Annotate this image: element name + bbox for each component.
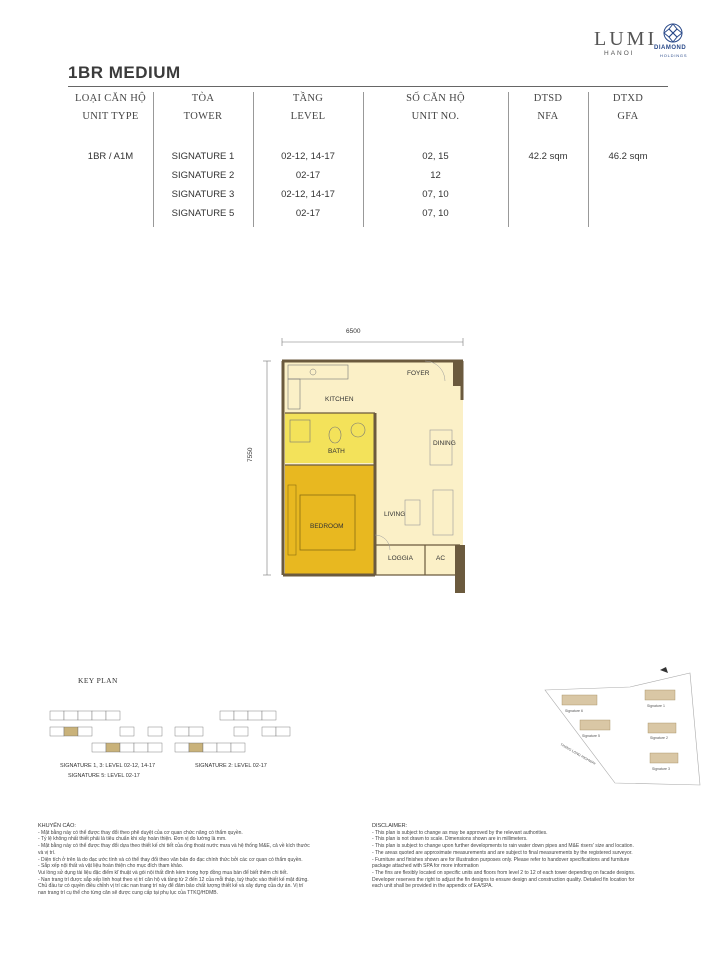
- width-dimension: 6500: [346, 328, 361, 335]
- header-nfa: DTSD NFA: [533, 93, 563, 122]
- room-label-ac: AC: [436, 555, 446, 562]
- level-cell: 02-17: [295, 208, 321, 219]
- diamond-logo-text: DIAMOND: [654, 45, 687, 51]
- tower-cell: SIGNATURE 1: [171, 151, 235, 162]
- holdings-logo-text: HOLDINGS: [660, 53, 688, 58]
- keyplan-diagram-2: [170, 708, 295, 758]
- keyplan-caption-sig5: SIGNATURE 5: LEVEL 02-17: [68, 773, 140, 779]
- height-dimension: 7550: [247, 447, 254, 462]
- header-gfa: DTXD GFA: [612, 93, 644, 122]
- header-unit-no: SỐ CĂN HỘ UNIT NO.: [406, 93, 465, 122]
- unit-no-cell: 07, 10: [422, 189, 449, 200]
- diamond-logo-icon: [662, 22, 684, 44]
- level-cell: 02-12, 14-17: [281, 189, 335, 200]
- site-label: Signature 3: [652, 767, 670, 771]
- page-title: 1BR MEDIUM: [68, 63, 181, 82]
- disclaimer-vietnamese: KHUYẾN CÁO: - Mặt bằng này có thể được thay đổi theo phê duyệt của cơ quan chức năng có thẩm quyền. - Tỷ lệ không nhất thiết phải là tiêu chuẩn khi xây hoàn thiện. Đơn vị đo lường là mm. - Mặt bằng này có thể được thay đổi dựa theo thiết kế chi tiết của ống thoát nước mưa và hệ thống M&E, cả về kích thước và vị trí. - Diện tích ở trên là do đạc ước tính và có thể thay đổi theo văn bản đo đạc chính thức bởi các cơ quan có thẩm quyền. - Sắp xếp nội thất và vật liệu hoàn thiện cho mục đích tham khảo. Vui lòng sử dụng tài liệu đặc điểm kĩ thuật và gói nội thất đính kèm trong hợp đồng mua bán để biết thêm chi tiết. - Nan trang trí được sắp xếp linh hoạt theo vị trí căn hộ và tầng từ 2 đến 12 của mỗi tháp, tuỳ thuộc vào thiết kế mặt đứng. Chủ đầu tư có quyền điều chỉnh vị trí các nan trang trí này để đảm bảo chất lượng thiết kế và xây dựng của dự án. Vị trí nan trang trí cụ thể cho từng căn sẽ được cung cấp tại phụ lục của TTKQ/HDMB.: [38, 823, 310, 897]
- room-label-living: LIVING: [384, 511, 406, 518]
- tower-cell: SIGNATURE 5: [171, 208, 235, 219]
- room-label-dining: DINING: [433, 440, 456, 447]
- site-label: Signature 1: [647, 704, 665, 708]
- site-label: Signature 5: [582, 734, 600, 738]
- title-underline: [68, 86, 668, 87]
- site-plan: [540, 665, 710, 795]
- room-label-kitchen: KITCHEN: [325, 396, 354, 403]
- road-label: THANG LONG HIGHWAY: [559, 742, 597, 767]
- north-arrow-icon: [660, 667, 668, 673]
- site-label: Signature 2: [650, 736, 668, 740]
- room-label-bath: BATH: [328, 448, 345, 455]
- gfa-value: 46.2 sqm: [608, 151, 648, 162]
- header-unit-type: LOẠI CĂN HỘ UNIT TYPE: [75, 93, 146, 122]
- room-label-foyer: FOYER: [407, 370, 430, 377]
- level-cell: 02-12, 14-17: [281, 151, 335, 162]
- bedroom-area: [285, 465, 374, 574]
- keyplan-title: KEY PLAN: [78, 676, 118, 685]
- lumi-logo: LUMI: [594, 28, 658, 50]
- room-label-loggia: LOGGIA: [388, 555, 413, 562]
- keyplan-diagram-1: [45, 708, 170, 758]
- disclaimer-english: DISCLAIMER: - This plan is subject to change as may be approved by the relevant authorities. - This plan is not drawn to scale. Dimensions shown are in millimeters. - This plan is subject to change upon further developments to rain water down pipes and M&E risers' size and location. - The areas quoted are approximate measurements and are subject to final measurements by the registered surveyor. - Furniture and finishes shown are for illustration purposes only. Please refer to handover specifications and furniture package attached with SPA for more information - The fins are flexibly located on specific units and floors from level 2 to 12 of each tower depending on facade designs. Developer reserves the right to adjust the fin designs to ensure design and construction quality. Detailed fin location for each unit shall be provided in the appendix of EA/SPA.: [372, 823, 636, 890]
- tower-cell: SIGNATURE 2: [171, 170, 235, 181]
- nfa-value: 42.2 sqm: [528, 151, 568, 162]
- room-label-bedroom: BEDROOM: [310, 523, 344, 530]
- level-cell: 02-17: [295, 170, 321, 181]
- site-label: Signature 6: [565, 709, 583, 713]
- keyplan-caption-sig13: SIGNATURE 1, 3: LEVEL 02-12, 14-17: [60, 763, 156, 769]
- tower-cell: SIGNATURE 3: [171, 189, 235, 200]
- lumi-hanoi-text: HANOI: [604, 50, 635, 57]
- floor-plan: [255, 335, 485, 605]
- keyplan-caption-sig2: SIGNATURE 2: LEVEL 02-17: [195, 763, 267, 769]
- header-level: TẦNG LEVEL: [290, 93, 326, 122]
- unit-no-cell: 12: [430, 170, 441, 181]
- unit-type-value: 1BR / A1M: [87, 151, 134, 162]
- unit-no-cell: 02, 15: [422, 151, 449, 162]
- unit-no-cell: 07, 10: [422, 208, 449, 219]
- header-tower: TÒA TOWER: [183, 93, 223, 122]
